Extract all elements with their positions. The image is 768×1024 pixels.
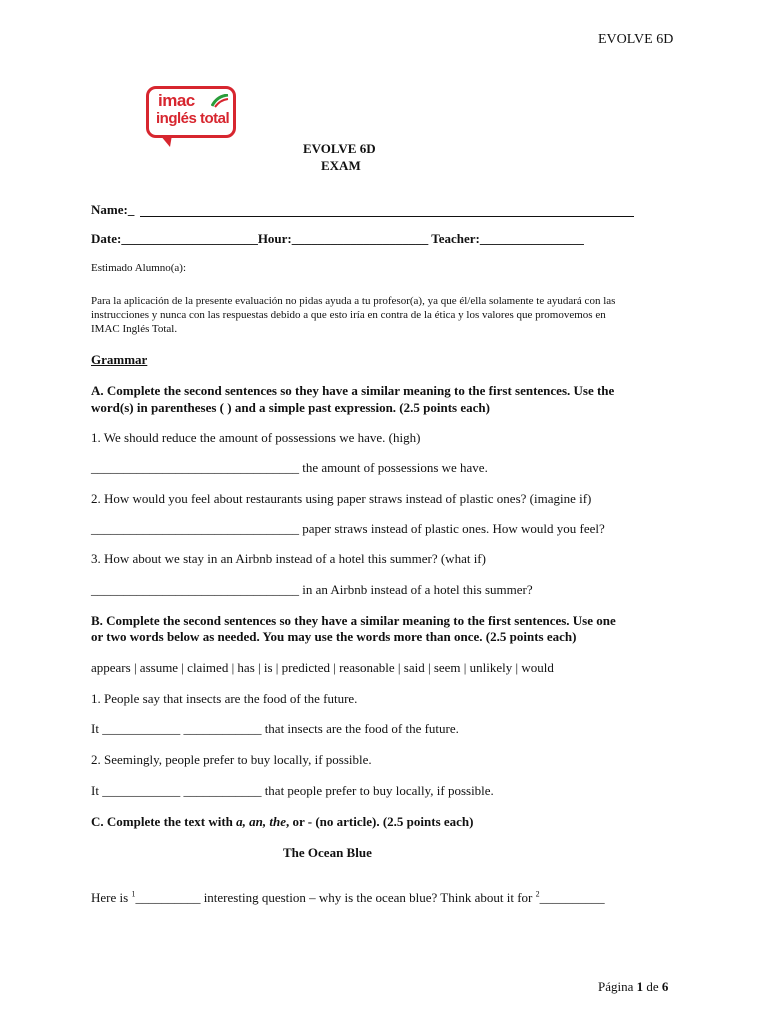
exam-subtitle: EXAM [321,158,361,173]
blank-2-number: 2 [535,889,540,899]
part-b-item-2-answer[interactable]: It ____________ ____________ that people prefer to buy locally, if possible. [91,783,494,798]
reading-title: The Ocean Blue [283,845,372,860]
part-b-heading-line-1: B. Complete the second sentences so they have a similar meaning to the first sentences. Use one [91,613,616,628]
blank-1-number: 1 [131,889,136,899]
part-a-item-3-prompt: 3. How about we stay in an Airbnb instead of a hotel this summer? (what if) [91,551,486,566]
exam-title: EVOLVE 6D [303,141,376,156]
instructions-line-1: Para la aplicación de la presente evaluación no pidas ayuda a tu profesor(a), ya que él/ella solamente te ayudará con las [91,295,616,307]
page-of: de [643,979,662,994]
page-label: Página [598,979,637,994]
part-b-heading-line-2: or two words below as needed. You may use the words more than once. (2.5 points each) [91,629,577,644]
part-a-item-2-answer[interactable]: ________________________________ paper straws instead of plastic ones. How would you feel? [91,521,605,536]
part-b-item-2-prompt: 2. Seemingly, people prefer to buy locally, if possible. [91,752,372,767]
part-c-text-start: Here is [91,890,132,905]
page-footer [598,979,668,995]
greeting: Estimado Alumno(a): [91,262,187,274]
part-c-text-line-1 [91,890,605,906]
part-c-heading-articles: a, an, the [236,814,286,829]
part-a-heading-line-1: A. Complete the second sentences so they have a similar meaning to the first sentences. Use the [91,383,615,398]
logo-text-ingles-total: inglés total [156,110,230,127]
instructions-line-2: instrucciones y nunca con las respuestas debido a que esto iría en contra de la ética y los valores que promovemos en [91,309,606,321]
date-hour-teacher-fields[interactable]: Date:_____________________Hour:_____________________ Teacher:________________ [91,231,584,246]
swoosh-icon [211,94,229,108]
instructions-line-3: IMAC Inglés Total. [91,323,178,335]
part-a-item-1-answer[interactable]: ________________________________ the amount of possessions we have. [91,460,488,475]
part-b-word-bank: appears | assume | claimed | has | is | predicted | reasonable | said | seem | unlikely | would [91,660,554,675]
part-c-heading-end: , or - (no article). (2.5 points each) [285,814,474,829]
part-b-item-1-prompt: 1. People say that insects are the food of the future. [91,691,358,706]
part-c-heading [91,814,474,830]
part-c-heading-start: C. Complete the text with [91,814,237,829]
blank-2-field[interactable]: __________ [539,890,605,905]
section-grammar-heading: Grammar [91,352,148,367]
logo-bubble-tail [160,135,172,147]
page-number: 1 [636,979,644,994]
logo-text-imac: imac [158,91,195,110]
imac-logo [146,86,236,138]
running-header: EVOLVE 6D [598,32,674,47]
part-a-item-2-prompt: 2. How would you feel about restaurants using paper straws instead of plastic ones? (imagine if) [91,491,592,506]
part-c-text-middle: __________ interesting question – why is the ocean blue? Think about it for [135,890,536,905]
name-field[interactable] [140,216,634,217]
part-a-item-3-answer[interactable]: ________________________________ in an Airbnb instead of a hotel this summer? [91,582,533,597]
page-total: 6 [661,979,669,994]
name-label: Name:_ [91,202,135,217]
part-b-item-1-answer[interactable]: It ____________ ____________ that insects are the food of the future. [91,721,459,736]
part-a-item-1-prompt: 1. We should reduce the amount of possessions we have. (high) [91,430,421,445]
part-a-heading-line-2: word(s) in parentheses ( ) and a simple past expression. (2.5 points each) [91,400,490,415]
